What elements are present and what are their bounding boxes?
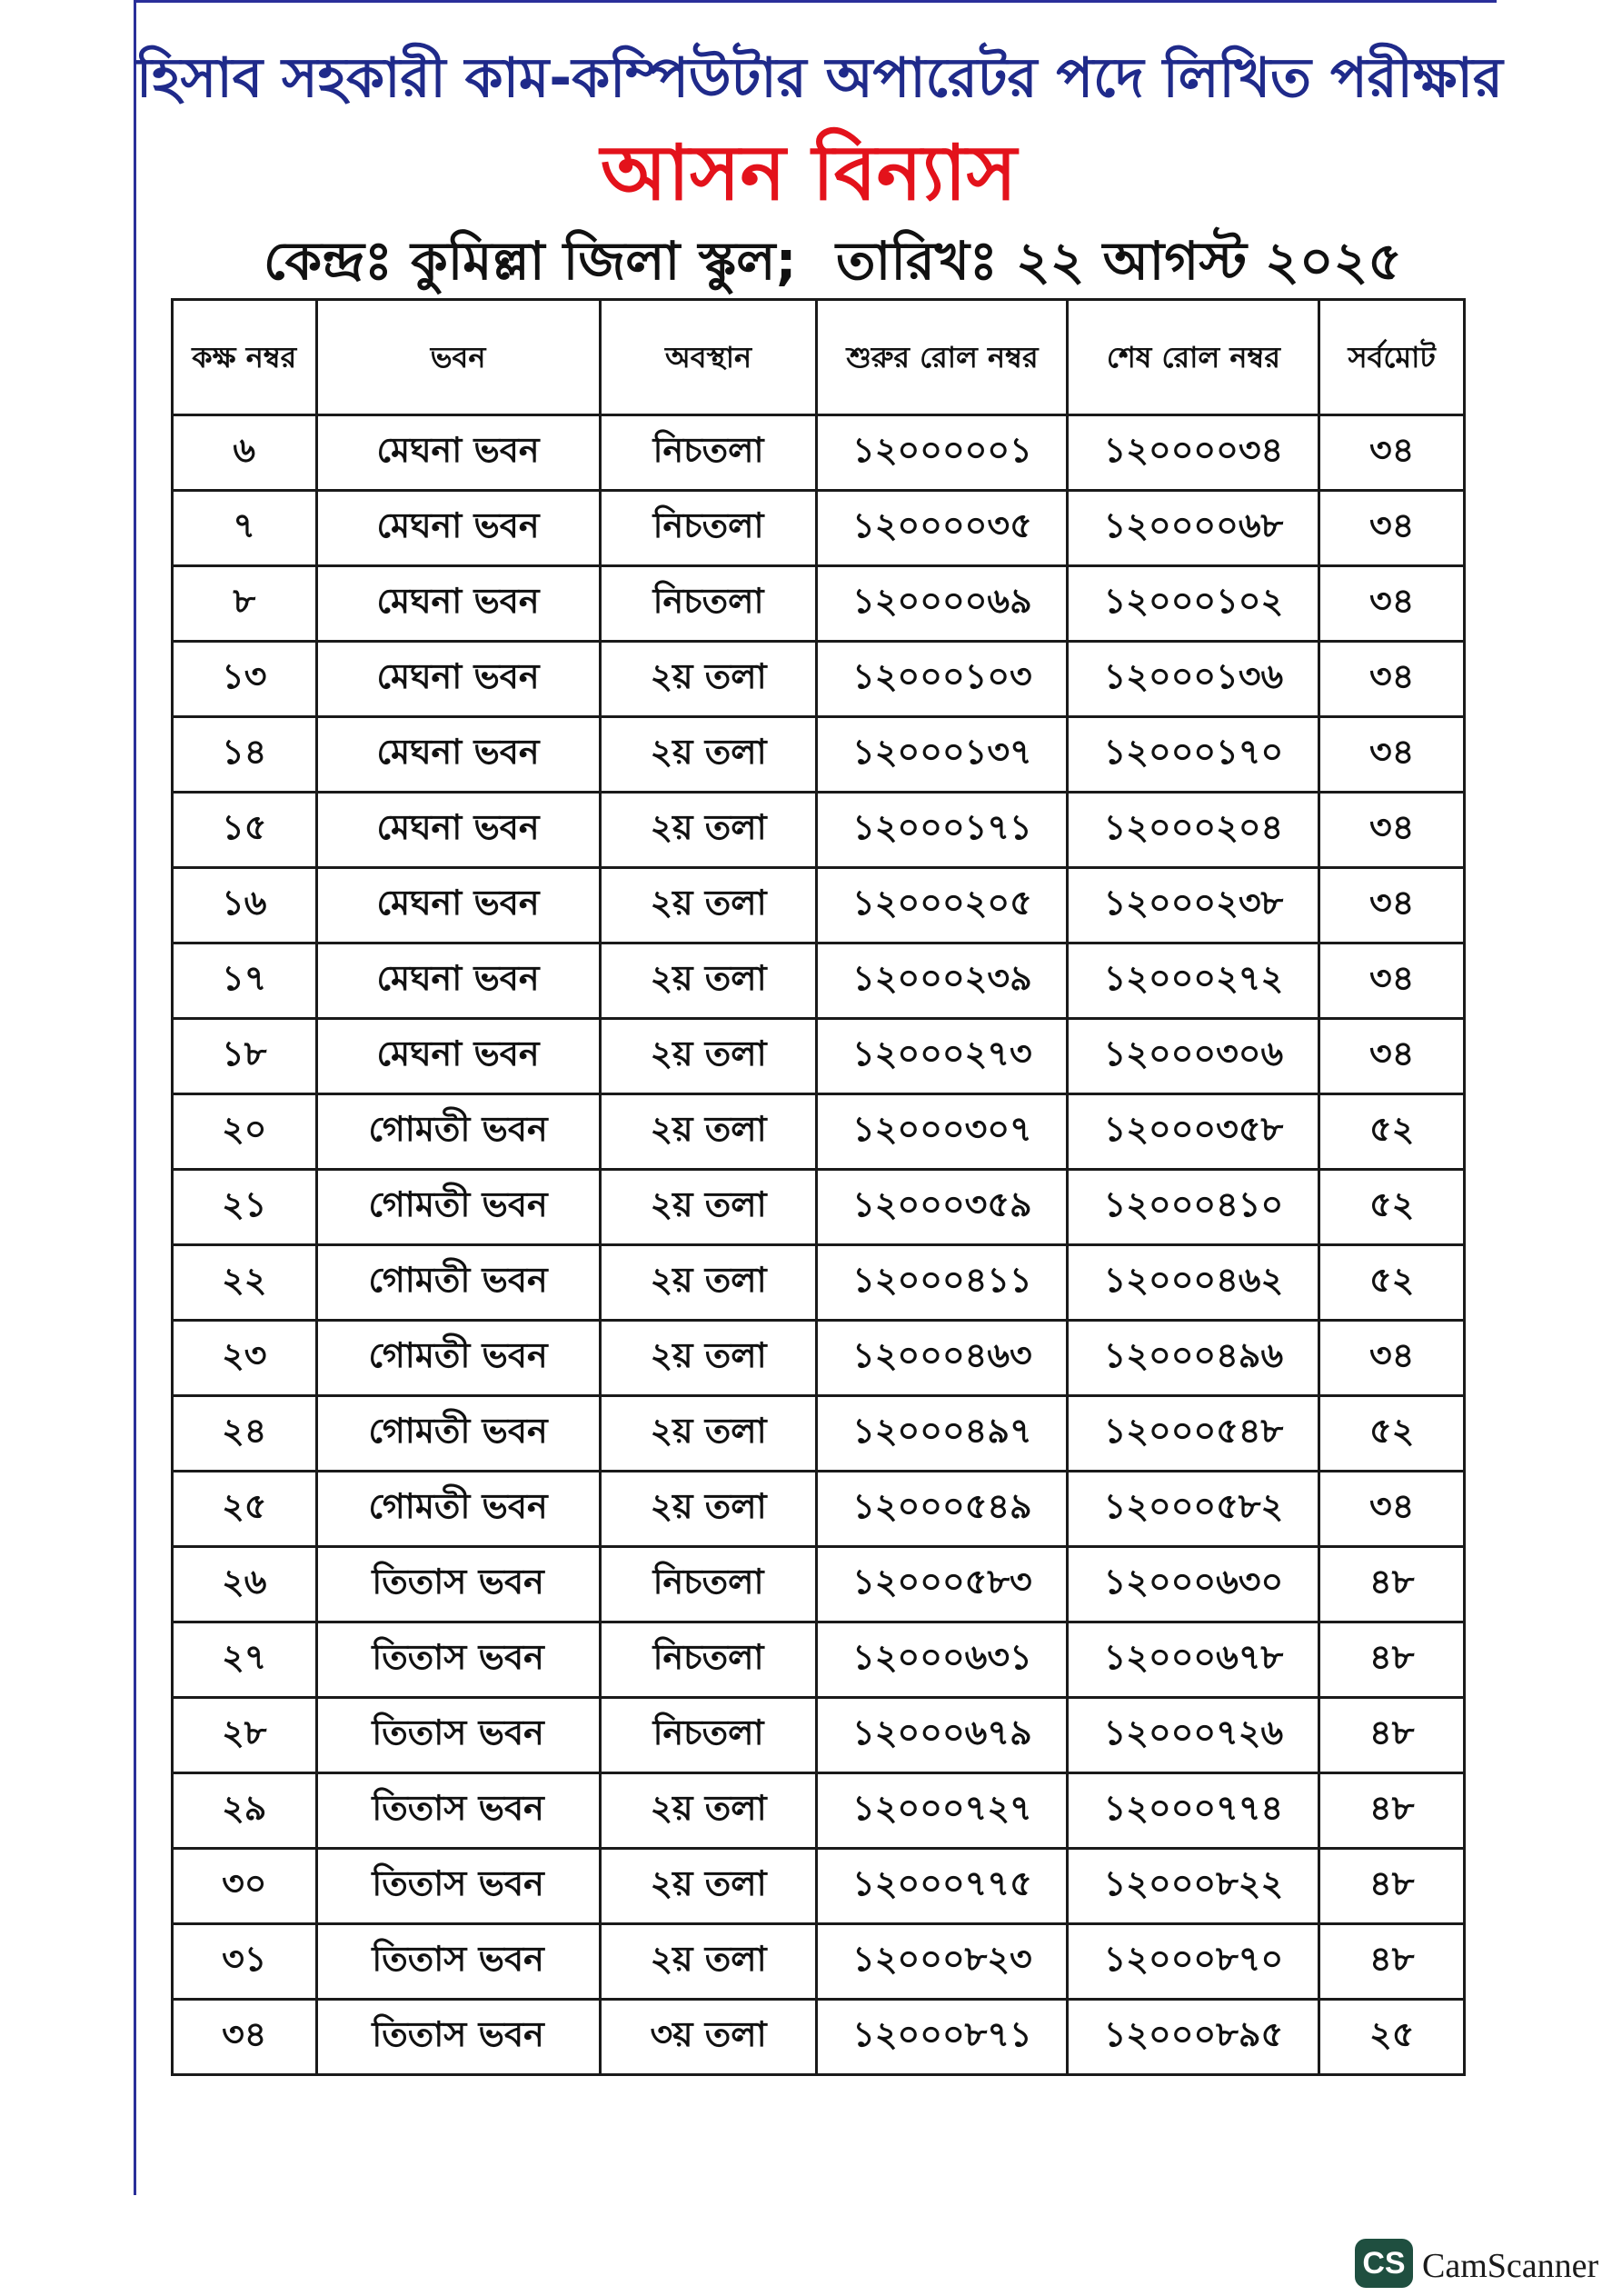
table-row <box>173 415 1465 491</box>
table-row <box>173 1698 1465 1773</box>
room-number-cell: ২০ <box>173 1094 317 1170</box>
end-roll-cell: ১২০০০৪৯৬ <box>1068 1321 1319 1396</box>
start-roll-cell: ১২০০০১৭১ <box>817 793 1068 868</box>
total-cell: ২৫ <box>1319 2000 1465 2075</box>
end-roll-cell: ১২০০০৫৮২ <box>1068 1472 1319 1547</box>
building-cell: গোমতী ভবন <box>316 1170 600 1245</box>
total-cell: ৪৮ <box>1319 1924 1465 2000</box>
total-cell: ৫২ <box>1319 1245 1465 1321</box>
location-cell: ২য় তলা <box>600 868 817 943</box>
seat-plan-heading: আসন বিন্যাস <box>601 128 1017 217</box>
total-cell: ৫২ <box>1319 1396 1465 1472</box>
room-number-cell: ৩১ <box>173 1924 317 2000</box>
location-cell: ২য় তলা <box>600 1924 817 2000</box>
room-number-cell: ১৩ <box>173 642 317 717</box>
total-cell: ৩৪ <box>1319 642 1465 717</box>
start-roll-cell: ১২০০০৮২৩ <box>817 1924 1068 2000</box>
end-roll-cell: ১২০০০১০২ <box>1068 566 1319 642</box>
total-cell: ৩৪ <box>1319 415 1465 491</box>
end-roll-cell: ১২০০০৪১০ <box>1068 1170 1319 1245</box>
room-number-cell: ২৫ <box>173 1472 317 1547</box>
end-roll-cell: ১২০০০৩০৬ <box>1068 1019 1319 1094</box>
room-number-cell: ২৬ <box>173 1547 317 1622</box>
start-roll-cell: ১২০০০২৩৯ <box>817 943 1068 1019</box>
header-room-number: কক্ষ নম্বর <box>173 300 317 415</box>
room-number-cell: ২৭ <box>173 1622 317 1698</box>
building-cell: তিতাস ভবন <box>316 1622 600 1698</box>
start-roll-cell: ১২০০০০০১ <box>817 415 1068 491</box>
building-cell: মেঘনা ভবন <box>316 642 600 717</box>
total-cell: ৩৪ <box>1319 491 1465 566</box>
room-number-cell: ৩৪ <box>173 2000 317 2075</box>
page-left-border <box>134 0 136 2195</box>
end-roll-cell: ১২০০০৪৬২ <box>1068 1245 1319 1321</box>
location-cell: নিচতলা <box>600 415 817 491</box>
end-roll-cell: ১২০০০৮২২ <box>1068 1849 1319 1924</box>
building-cell: মেঘনা ভবন <box>316 717 600 793</box>
end-roll-cell: ১২০০০৬৭৮ <box>1068 1622 1319 1698</box>
table-row <box>173 1170 1465 1245</box>
building-cell: মেঘনা ভবন <box>316 943 600 1019</box>
table-row <box>173 1472 1465 1547</box>
start-roll-cell: ১২০০০৩৫৯ <box>817 1170 1068 1245</box>
end-roll-cell: ১২০০০২০৪ <box>1068 793 1319 868</box>
table-row <box>173 642 1465 717</box>
total-cell: ৫২ <box>1319 1170 1465 1245</box>
table-row <box>173 943 1465 1019</box>
header-end-roll: শেষ রোল নম্বর <box>1068 300 1319 415</box>
start-roll-cell: ১২০০০৫৪৯ <box>817 1472 1068 1547</box>
location-cell: নিচতলা <box>600 566 817 642</box>
start-roll-cell: ১২০০০৪৯৭ <box>817 1396 1068 1472</box>
start-roll-cell: ১২০০০০৬৯ <box>817 566 1068 642</box>
location-cell: ২য় তলা <box>600 1849 817 1924</box>
start-roll-cell: ১২০০০২০৫ <box>817 868 1068 943</box>
location-cell: ২য় তলা <box>600 1396 817 1472</box>
location-cell: নিচতলা <box>600 1547 817 1622</box>
location-cell: ২য় তলা <box>600 1321 817 1396</box>
start-roll-cell: ১২০০০৭২৭ <box>817 1773 1068 1849</box>
end-roll-cell: ১২০০০০৬৮ <box>1068 491 1319 566</box>
page-top-border <box>134 0 1497 3</box>
start-roll-cell: ১২০০০১৩৭ <box>817 717 1068 793</box>
room-number-cell: ২৮ <box>173 1698 317 1773</box>
start-roll-cell: ১২০০০২৭৩ <box>817 1019 1068 1094</box>
start-roll-cell: ১২০০০৩০৭ <box>817 1094 1068 1170</box>
room-number-cell: ২২ <box>173 1245 317 1321</box>
table-row <box>173 1245 1465 1321</box>
header-start-roll: শুরুর রোল নম্বর <box>817 300 1068 415</box>
camscanner-logo-icon: CS <box>1355 2239 1413 2288</box>
location-cell: ২য় তলা <box>600 793 817 868</box>
end-roll-cell: ১২০০০০৩৪ <box>1068 415 1319 491</box>
total-cell: ৩৪ <box>1319 1019 1465 1094</box>
building-cell: তিতাস ভবন <box>316 1924 600 2000</box>
start-roll-cell: ১২০০০৪৬৩ <box>817 1321 1068 1396</box>
building-cell: তিতাস ভবন <box>316 1547 600 1622</box>
end-roll-cell: ১২০০০৫৪৮ <box>1068 1396 1319 1472</box>
room-number-cell: ৩০ <box>173 1849 317 1924</box>
total-cell: ৪৮ <box>1319 1547 1465 1622</box>
location-cell: ২য় তলা <box>600 642 817 717</box>
total-cell: ৩৪ <box>1319 1321 1465 1396</box>
total-cell: ৩৪ <box>1319 717 1465 793</box>
start-roll-cell: ১২০০০৬৭৯ <box>817 1698 1068 1773</box>
table-row <box>173 1849 1465 1924</box>
table-row <box>173 1321 1465 1396</box>
room-number-cell: ২১ <box>173 1170 317 1245</box>
location-cell: ২য় তলা <box>600 1245 817 1321</box>
total-cell: ৩৪ <box>1319 793 1465 868</box>
end-roll-cell: ১২০০০৮৭০ <box>1068 1924 1319 2000</box>
end-roll-cell: ১২০০০৩৫৮ <box>1068 1094 1319 1170</box>
room-number-cell: ২৯ <box>173 1773 317 1849</box>
building-cell: গোমতী ভবন <box>316 1396 600 1472</box>
room-number-cell: ১৫ <box>173 793 317 868</box>
building-cell: তিতাস ভবন <box>316 1773 600 1849</box>
end-roll-cell: ১২০০০২৩৮ <box>1068 868 1319 943</box>
start-roll-cell: ১২০০০০৩৫ <box>817 491 1068 566</box>
seat-allocation-table <box>171 298 1466 2076</box>
room-number-cell: ১৪ <box>173 717 317 793</box>
table-row <box>173 1773 1465 1849</box>
building-cell: গোমতী ভবন <box>316 1472 600 1547</box>
location-cell: ২য় তলা <box>600 1094 817 1170</box>
exam-date: তারিখঃ ২২ আগস্ট ২০২৫ <box>836 230 1402 292</box>
total-cell: ৪৮ <box>1319 1622 1465 1698</box>
start-roll-cell: ১২০০০৮৭১ <box>817 2000 1068 2075</box>
table-row <box>173 717 1465 793</box>
start-roll-cell: ১২০০০৪১১ <box>817 1245 1068 1321</box>
table-row <box>173 491 1465 566</box>
table-row <box>173 2000 1465 2075</box>
end-roll-cell: ১২০০০৭৭৪ <box>1068 1773 1319 1849</box>
total-cell: ৪৮ <box>1319 1773 1465 1849</box>
room-number-cell: ১৮ <box>173 1019 317 1094</box>
location-cell: ২য় তলা <box>600 1773 817 1849</box>
building-cell: গোমতী ভবন <box>316 1321 600 1396</box>
end-roll-cell: ১২০০০৮৯৫ <box>1068 2000 1319 2075</box>
camscanner-watermark: CamScanner <box>1422 2247 1599 2285</box>
building-cell: মেঘনা ভবন <box>316 566 600 642</box>
location-cell: ৩য় তলা <box>600 2000 817 2075</box>
location-cell: ২য় তলা <box>600 1019 817 1094</box>
location-cell: ২য় তলা <box>600 1170 817 1245</box>
header-building: ভবন <box>316 300 600 415</box>
exam-title: হিসাব সহকারী কাম-কম্পিউটার অপারেটর পদে লিখিত পরীক্ষার <box>136 46 1503 110</box>
exam-center: কেন্দ্রঃ কুমিল্লা জিলা স্কুল; <box>264 230 797 292</box>
table-row <box>173 868 1465 943</box>
header-location: অবস্থান <box>600 300 817 415</box>
building-cell: মেঘনা ভবন <box>316 1019 600 1094</box>
room-number-cell: ১৭ <box>173 943 317 1019</box>
room-number-cell: ১৬ <box>173 868 317 943</box>
building-cell: তিতাস ভবন <box>316 1849 600 1924</box>
room-number-cell: ৬ <box>173 415 317 491</box>
building-cell: মেঘনা ভবন <box>316 491 600 566</box>
table-row <box>173 1396 1465 1472</box>
room-number-cell: ২৪ <box>173 1396 317 1472</box>
room-number-cell: ৮ <box>173 566 317 642</box>
building-cell: তিতাস ভবন <box>316 1698 600 1773</box>
location-cell: ২য় তলা <box>600 717 817 793</box>
location-cell: নিচতলা <box>600 491 817 566</box>
table-body <box>173 415 1465 2075</box>
end-roll-cell: ১২০০০২৭২ <box>1068 943 1319 1019</box>
building-cell: মেঘনা ভবন <box>316 415 600 491</box>
location-cell: নিচতলা <box>600 1698 817 1773</box>
table-row <box>173 1019 1465 1094</box>
building-cell: মেঘনা ভবন <box>316 793 600 868</box>
end-roll-cell: ১২০০০১৩৬ <box>1068 642 1319 717</box>
location-cell: ২য় তলা <box>600 1472 817 1547</box>
building-cell: গোমতী ভবন <box>316 1094 600 1170</box>
table-header-row <box>173 300 1465 415</box>
location-cell: ২য় তলা <box>600 943 817 1019</box>
building-cell: মেঘনা ভবন <box>316 868 600 943</box>
table-row <box>173 1547 1465 1622</box>
start-roll-cell: ১২০০০১০৩ <box>817 642 1068 717</box>
end-roll-cell: ১২০০০৭২৬ <box>1068 1698 1319 1773</box>
table-row <box>173 1094 1465 1170</box>
table-row <box>173 566 1465 642</box>
total-cell: ৩৪ <box>1319 943 1465 1019</box>
table-row <box>173 1924 1465 2000</box>
end-roll-cell: ১২০০০৬৩০ <box>1068 1547 1319 1622</box>
room-number-cell: ২৩ <box>173 1321 317 1396</box>
total-cell: ৩৪ <box>1319 566 1465 642</box>
total-cell: ৩৪ <box>1319 868 1465 943</box>
total-cell: ৪৮ <box>1319 1849 1465 1924</box>
start-roll-cell: ১২০০০৭৭৫ <box>817 1849 1068 1924</box>
table-row <box>173 1622 1465 1698</box>
total-cell: ৩৪ <box>1319 1472 1465 1547</box>
total-cell: ৫২ <box>1319 1094 1465 1170</box>
end-roll-cell: ১২০০০১৭০ <box>1068 717 1319 793</box>
building-cell: গোমতী ভবন <box>316 1245 600 1321</box>
building-cell: তিতাস ভবন <box>316 2000 600 2075</box>
location-cell: নিচতলা <box>600 1622 817 1698</box>
start-roll-cell: ১২০০০৫৮৩ <box>817 1547 1068 1622</box>
room-number-cell: ৭ <box>173 491 317 566</box>
header-total: সর্বমোট <box>1319 300 1465 415</box>
center-date-line <box>136 220 1481 302</box>
start-roll-cell: ১২০০০৬৩১ <box>817 1622 1068 1698</box>
table-row <box>173 793 1465 868</box>
total-cell: ৪৮ <box>1319 1698 1465 1773</box>
